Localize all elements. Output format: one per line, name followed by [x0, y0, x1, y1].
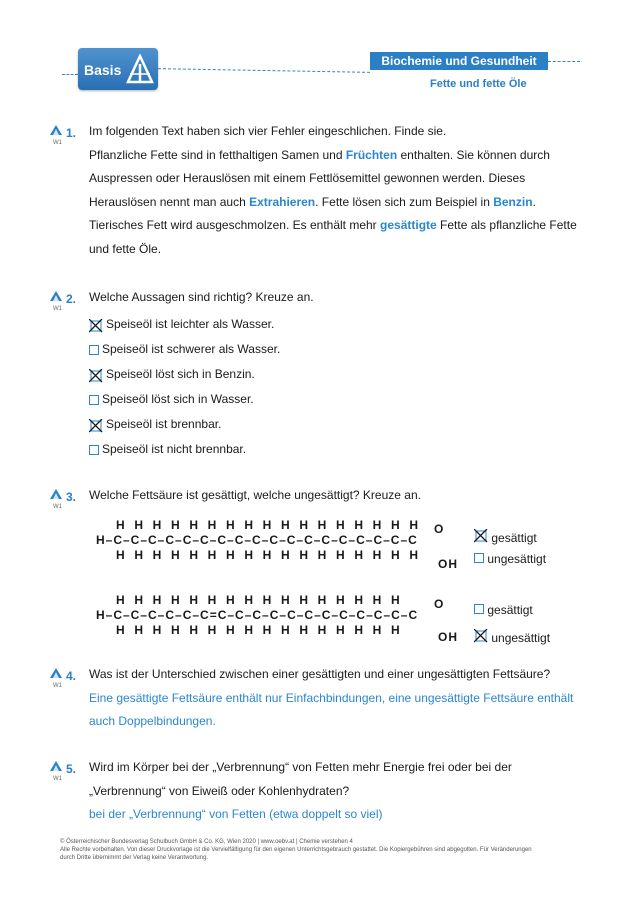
acid1-option-saturated[interactable]: gesättigt: [474, 528, 537, 545]
logo-text: Basis: [84, 62, 122, 78]
question-text: Welche Aussagen sind richtig? Kreuze an.: [89, 290, 314, 304]
option-item[interactable]: [89, 387, 280, 412]
question-number: 5.: [66, 762, 77, 776]
level-triangle-icon: [50, 125, 62, 135]
acid2-option-unsaturated[interactable]: ungesättigt: [474, 628, 550, 645]
option-label: Speiseöl ist nicht brennbar.: [102, 442, 247, 456]
level-label: W1: [53, 306, 62, 312]
question-number: 1.: [66, 126, 77, 140]
formula-h-row-bottom: H H H H H H H H H H H H H H H H: [116, 623, 401, 637]
question-text: Wird im Körper bei der „Verbrennung“ von Fetten mehr Energie frei oder bei der: [89, 760, 512, 774]
formula-h-row-bottom: H H H H H H H H H H H H H H H H H: [116, 548, 420, 562]
checkbox-checked[interactable]: [89, 418, 103, 432]
question-5: [89, 756, 609, 827]
answer-line: Eine gesättigte Fettsäure enthält nur Einfachbindungen, eine ungesättigte Fettsäure enthält: [89, 690, 574, 705]
question-number: 2.: [66, 292, 77, 306]
option-item[interactable]: [89, 362, 280, 387]
acid2-option-saturated[interactable]: gesättigt: [474, 603, 533, 617]
option-list: [89, 312, 280, 462]
checkbox[interactable]: [89, 395, 99, 405]
level-label: W1: [53, 140, 62, 146]
option-label: Speiseöl ist brennbar.: [106, 417, 222, 431]
header-line-left: [62, 74, 78, 75]
option-item[interactable]: [89, 312, 280, 337]
level-triangle-icon: [50, 291, 62, 301]
question-text: „Verbrennung“ von Eiweiß oder Kohlenhydraten?: [89, 783, 350, 798]
footer-disclaimer: durch Dritte übernimmt der Verlag keine Verantwortung.: [60, 855, 209, 861]
fatty-acid-saturated: [96, 518, 419, 563]
level-label: W1: [53, 683, 62, 689]
error-word: Früchten: [345, 147, 398, 162]
formula-chain: H–C–C–C–C–C–C–C–C–C–C–C–C–C–C–C–C–C–C: [96, 533, 418, 547]
checkbox[interactable]: [474, 553, 484, 563]
question-text: Welche Fettsäure ist gesättigt, welche ungesättigt? Kreuze an.: [89, 488, 421, 502]
option-item[interactable]: [89, 412, 280, 437]
option-item[interactable]: [89, 437, 280, 462]
hydroxyl-label: OH: [438, 557, 458, 571]
option-label: Speiseöl ist schwerer als Wasser.: [102, 342, 281, 356]
level-triangle-icon: [50, 668, 62, 678]
footer-copyright: © Österreichischer Bundesverlag Schulbuch GmbH & Co. KG, Wien 2020 | www.oebv.at | Chemie verstehen 4: [60, 839, 353, 845]
page-subtitle: Fette und fette Öle: [430, 78, 527, 90]
fatty-acid-unsaturated: [96, 593, 418, 638]
header-line-middle: [158, 68, 370, 73]
error-word: gesättigte: [380, 218, 437, 232]
formula-h-row-top: H H H H H H H H H H H H H H H H: [116, 593, 401, 607]
hydroxyl-label: OH: [438, 630, 458, 644]
answer-line: bei der „Verbrennung“ von Fetten (etwa doppelt so viel): [89, 807, 383, 821]
checkbox[interactable]: [89, 445, 99, 455]
text-line: Pflanzliche Fette sind in fetthaltigen Samen und Früchten enthalten. Sie können durch: [89, 147, 550, 162]
formula-h-row-top: H H H H H H H H H H H H H H H H H: [116, 518, 420, 532]
formula-chain: H–C–C–C–C–C–C=C–C–C–C–C–C–C–C–C–C–C–C: [96, 608, 419, 622]
footer: [60, 838, 532, 862]
question-text: Im folgenden Text haben sich vier Fehler eingeschlichen. Finde sie.: [89, 124, 447, 138]
topic-banner: Biochemie und Gesundheit: [370, 52, 548, 70]
checkbox-checked[interactable]: [89, 368, 103, 382]
text-line: Herauslösen nennt man auch Extrahieren. Fette lösen sich zum Beispiel in Benzin.: [89, 194, 536, 209]
level-label: W1: [53, 776, 62, 782]
text-line: Tierisches Fett wird ausgeschmolzen. Es enthält mehr gesättigte Fette als pflanzliche Fette: [89, 218, 577, 232]
level-triangle-icon: [50, 489, 62, 499]
question-number: 4.: [66, 669, 77, 683]
oxygen-label: O: [434, 597, 445, 611]
checkbox-checked[interactable]: [474, 528, 488, 542]
error-word: Extrahieren: [249, 194, 316, 209]
header-line-right: [548, 61, 580, 62]
level-label: W1: [53, 504, 62, 510]
question-4: [89, 663, 609, 734]
option-label: Speiseöl löst sich in Wasser.: [102, 392, 254, 406]
checkbox[interactable]: [89, 345, 99, 355]
question-text: Was ist der Unterschied zwischen einer gesättigten und einer ungesättigten Fettsäure?: [89, 667, 551, 681]
error-word: Benzin: [493, 194, 533, 209]
checkbox[interactable]: [474, 604, 484, 614]
footer-rights: Alle Rechte vorbehalten. Von dieser Druckvorlage ist die Vervielfältigung für den eigenen Unterrichtsgebrauch gestattet. Die Kopiergebühren sind abgegolten. Für Veränderungen: [60, 847, 532, 853]
question-1: [89, 120, 589, 261]
oxygen-label: O: [434, 522, 445, 536]
checkbox-checked[interactable]: [89, 318, 103, 332]
text-line: Auspressen oder Herauslösen mit einem Fettlösemittel gewonnen werden. Dieses: [89, 171, 526, 185]
checkbox-checked[interactable]: [474, 628, 488, 642]
option-item[interactable]: [89, 337, 280, 362]
option-label: Speiseöl löst sich in Benzin.: [106, 367, 255, 381]
question-number: 3.: [66, 490, 77, 504]
triangle-logo-icon: [126, 54, 154, 84]
acid1-option-unsaturated[interactable]: ungesättigt: [474, 552, 546, 566]
level-triangle-icon: [50, 761, 62, 771]
option-label: Speiseöl ist leichter als Wasser.: [106, 317, 275, 331]
text-line: und fette Öle.: [89, 241, 162, 256]
answer-line: auch Doppelbindungen.: [89, 714, 216, 728]
